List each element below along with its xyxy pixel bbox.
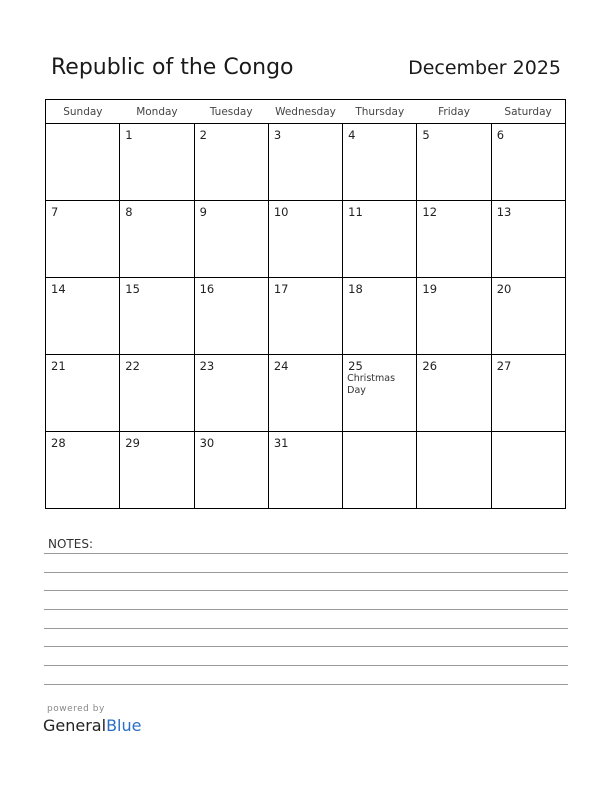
holiday-label: Christmas Day	[347, 373, 396, 396]
day-cell	[268, 278, 342, 355]
day-number: 31	[273, 436, 289, 450]
day-number: 10	[273, 205, 289, 219]
weekday-header: Saturday	[491, 100, 565, 124]
week-row	[46, 432, 566, 509]
day-cell	[120, 201, 194, 278]
day-cell	[417, 201, 491, 278]
notes-line	[44, 572, 568, 573]
day-number: 2	[199, 128, 207, 142]
day-cell	[46, 124, 120, 201]
notes-label: NOTES:	[48, 537, 93, 551]
weekday-header-row	[46, 100, 566, 124]
week-row	[46, 278, 566, 355]
weekday-header: Tuesday	[194, 100, 268, 124]
day-cell	[417, 124, 491, 201]
day-cell	[343, 201, 417, 278]
day-number: 13	[496, 205, 512, 219]
day-cell	[268, 201, 342, 278]
day-cell	[417, 355, 491, 432]
day-cell	[120, 432, 194, 509]
day-number: 17	[273, 282, 289, 296]
day-cell	[46, 432, 120, 509]
logo-blue-text: Blue	[106, 716, 142, 735]
day-number: 20	[496, 282, 512, 296]
day-cell	[268, 124, 342, 201]
day-number: 22	[125, 359, 140, 373]
day-cell	[120, 124, 194, 201]
week-row	[46, 355, 566, 432]
weekday-header: Wednesday	[268, 100, 342, 124]
notes-line	[44, 665, 568, 666]
calendar-month-title: December 2025	[408, 57, 561, 79]
day-number: 16	[199, 282, 215, 296]
calendar-country-title: Republic of the Congo	[51, 55, 294, 80]
day-cell	[491, 355, 565, 432]
day-cell	[194, 278, 268, 355]
notes-line	[44, 628, 568, 629]
day-number: 1	[125, 128, 133, 142]
day-number: 15	[125, 282, 140, 296]
day-number: 24	[273, 359, 289, 373]
day-number: 6	[496, 128, 505, 142]
day-number: 18	[348, 282, 363, 296]
day-cell	[46, 355, 120, 432]
notes-line	[44, 646, 568, 647]
notes-line	[44, 590, 568, 591]
notes-line	[44, 609, 568, 610]
day-cell	[46, 201, 120, 278]
day-number: 29	[125, 436, 140, 450]
day-cell	[194, 201, 268, 278]
day-cell	[120, 355, 194, 432]
day-number: 25	[348, 359, 363, 373]
day-number: 4	[348, 128, 356, 142]
day-number: 27	[496, 359, 512, 373]
weekday-header: Monday	[120, 100, 194, 124]
day-number: 7	[51, 205, 59, 219]
day-cell	[194, 355, 268, 432]
day-cell	[343, 278, 417, 355]
day-number: 11	[348, 205, 363, 219]
calendar-grid	[45, 99, 566, 509]
day-cell	[491, 124, 565, 201]
day-cell	[268, 432, 342, 509]
day-cell	[417, 432, 491, 509]
day-cell	[491, 278, 565, 355]
day-number: 12	[422, 205, 438, 219]
day-number: 5	[422, 128, 430, 142]
day-cell	[194, 124, 268, 201]
day-number: 19	[422, 282, 438, 296]
weekday-header: Sunday	[46, 100, 120, 124]
day-cell	[491, 201, 565, 278]
day-cell	[343, 124, 417, 201]
day-number: 3	[273, 128, 282, 142]
notes-line	[44, 684, 568, 685]
day-number: 8	[125, 205, 133, 219]
weekday-header: Thursday	[343, 100, 417, 124]
generalblue-logo	[43, 716, 141, 735]
day-cell-holiday	[343, 355, 417, 432]
day-number: 30	[199, 436, 215, 450]
day-number: 23	[199, 359, 215, 373]
day-number: 14	[51, 282, 66, 296]
day-cell	[120, 278, 194, 355]
day-cell	[268, 355, 342, 432]
week-row	[46, 124, 566, 201]
logo-general-text: General	[43, 716, 107, 735]
day-cell	[417, 278, 491, 355]
day-cell	[343, 432, 417, 509]
weekday-header: Friday	[417, 100, 491, 124]
day-number: 28	[51, 436, 66, 450]
week-row	[46, 201, 566, 278]
day-cell	[194, 432, 268, 509]
day-number: 9	[199, 205, 207, 219]
day-cell	[46, 278, 120, 355]
powered-by-text: powered by	[47, 704, 105, 714]
day-number: 26	[422, 359, 438, 373]
day-cell	[491, 432, 565, 509]
day-number: 21	[51, 359, 66, 373]
notes-line	[44, 553, 568, 554]
